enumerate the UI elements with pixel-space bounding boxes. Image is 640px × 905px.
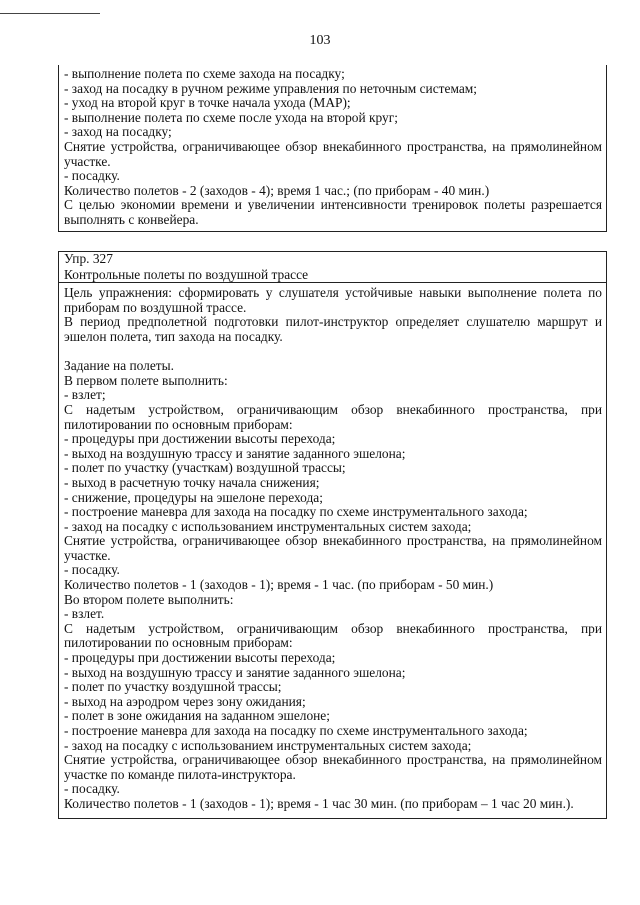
landing-item: - посадку. xyxy=(64,169,120,184)
task-title: Задание на полеты. xyxy=(64,359,174,374)
list-item: - процедуры при достижении высоты перехода; xyxy=(64,651,336,666)
exercise-title: Контрольные полеты по воздушной трассе xyxy=(64,267,309,282)
list-item: - выход на воздушную трассу и занятие заданного эшелона; xyxy=(64,446,406,461)
corner-mark xyxy=(0,13,100,14)
list-item: - снижение, процедуры на эшелоне перехода; xyxy=(64,490,323,505)
list-item: - взлет. xyxy=(64,607,105,622)
flight-count-text: Количество полетов - 2 (заходов - 4); время 1 час.; (по приборам - 40 мин.) xyxy=(64,183,490,198)
flight1-intro: В первом полете выполнить: xyxy=(64,373,228,388)
economy-note: С целью экономии времени и увеличении интенсивности тренировок полеты разрешается выполнять с конвейера. xyxy=(64,197,602,227)
spacer xyxy=(64,345,602,360)
list-item: - выход на воздушную трассу и занятие заданного эшелона; xyxy=(64,665,406,680)
exercise-header xyxy=(59,252,606,283)
list-item: - заход на посадку с использованием инструментальных систем захода; xyxy=(64,738,472,753)
flight2-intro: Во втором полете выполнить: xyxy=(64,592,234,607)
list-item: - построение маневра для захода на посадку по схеме инструментального захода; xyxy=(64,505,528,520)
page-number: 103 xyxy=(309,33,331,48)
device-text: С надетым устройством, ограничивающим обзор внекабинного пространства, при пилотировании по основным приборам: xyxy=(64,620,602,651)
landing-item: - посадку. xyxy=(64,563,120,578)
list-item: - заход на посадку; xyxy=(64,125,172,140)
exercise-number: Упр. 327 xyxy=(64,252,113,266)
list-item: - выход в расчетную точку начала снижения; xyxy=(64,475,320,490)
list-item: - уход на второй круг в точке начала ухода (МАР); xyxy=(64,96,351,111)
exercise-continuation-block xyxy=(58,65,607,232)
landing-item: - посадку. xyxy=(64,782,120,797)
preflight-text: В период предполетной подготовки пилот-инструктор определяет слушателю маршрут и эшелон полета, тип захода на посадку. xyxy=(64,314,602,344)
list-item: - процедуры при достижении высоты перехода; xyxy=(64,432,336,447)
device-removal-text: Снятие устройства, ограничивающее обзор внекабинного пространства, на прямолинейном участке. xyxy=(64,138,602,169)
list-item: - полет в зоне ожидания на заданном эшелоне; xyxy=(64,709,330,724)
list-item: - взлет; xyxy=(64,388,106,403)
list-item: - построение маневра для захода на посадку по схеме инструментального захода; xyxy=(64,724,528,738)
list-item: - заход на посадку с использованием инструментальных систем захода; xyxy=(64,519,472,534)
device-removal-text: Снятие устройства, ограничивающее обзор внекабинного пространства, на прямолинейном участке по команде пилота-инструктора. xyxy=(64,752,602,782)
device-removal-text: Снятие устройства, ограничивающее обзор внекабинного пространства, на прямолинейном участке. xyxy=(64,533,602,563)
exercise-goal: Цель упражнения: сформировать у слушателя устойчивые навыки выполнение полета по приборам по воздушной трассе. xyxy=(64,285,602,315)
list-item: - выполнение полета по схеме захода на посадку; xyxy=(64,67,345,81)
device-text: С надетым устройством, ограничивающим обзор внекабинного пространства, при пилотировании по основным приборам: xyxy=(64,401,602,432)
list-item: - полет по участку (участкам) воздушной трассы; xyxy=(64,461,346,476)
list-item: - полет по участку воздушной трассы; xyxy=(64,680,282,695)
list-item: - заход на посадку в ручном режиме управления по неточным системам; xyxy=(64,81,477,96)
list-item: - выполнение полета по схеме после ухода на второй круг; xyxy=(64,110,398,125)
flight-count-text: Количество полетов - 1 (заходов - 1); время - 1 час 30 мин. (по приборам – 1 час 20 мин.). xyxy=(64,796,574,811)
exercise-327-block xyxy=(58,251,607,819)
flight-count-text: Количество полетов - 1 (заходов - 1); время - 1 час. (по приборам - 50 мин.) xyxy=(64,578,494,593)
list-item: - выход на аэродром через зону ожидания; xyxy=(64,694,306,709)
